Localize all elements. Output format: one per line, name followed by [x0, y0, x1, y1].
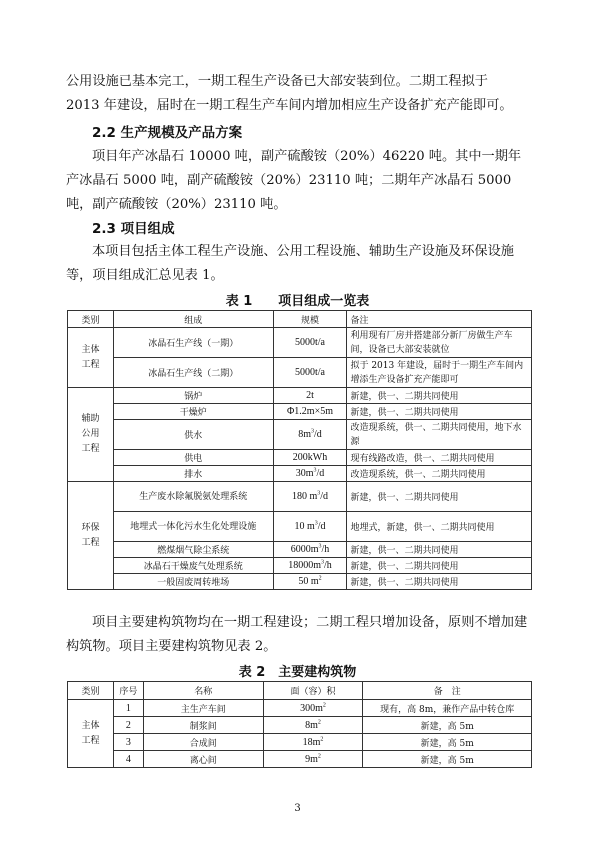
category-main: 主体工程 [68, 328, 114, 388]
table-row [68, 700, 532, 717]
table-row [68, 420, 532, 450]
no-cell: 4 [113, 751, 143, 768]
name-cell: 主生产车间 [143, 700, 263, 717]
component-cell: 锅炉 [113, 388, 273, 404]
scale-cell: $8m^3/d$ [273, 420, 347, 450]
paragraph-project-composition: 本项目包括主体工程生产设施、公用工程设施、辅助生产设施及环保设施等，项目组成汇总见表 1。 [66, 244, 514, 283]
table-row [68, 466, 532, 482]
table-row [68, 450, 532, 466]
table2-header-area: 面（容）积 [263, 682, 363, 700]
area-cell: $18m^2$ [263, 734, 363, 751]
scale-cell: Φ1.2m×5m [273, 404, 347, 420]
table1-header-component: 组成 [113, 311, 273, 328]
note-cell: 新建，高 5m [363, 734, 532, 751]
table-row [68, 328, 532, 358]
table1-caption: 表 1 项目组成一览表 [225, 294, 370, 309]
table2-header-category: 类别 [68, 682, 114, 700]
component-cell: 供电 [113, 450, 273, 466]
section-heading-2-2: 2.2 生产规模及产品方案 [92, 125, 243, 141]
component-cell: 供水 [113, 420, 273, 450]
category-aux: 辅助公用工程 [68, 388, 114, 482]
project-composition-table [67, 310, 532, 590]
table-row [68, 482, 532, 512]
note-cell: 新建，供一、二期共同使用 [347, 542, 532, 558]
table2-header-no: 序号 [113, 682, 143, 700]
note-cell: 新建，供一、二期共同使用 [347, 404, 532, 420]
table-row [68, 751, 532, 768]
scale-cell: 180 $m^3/d$ [273, 482, 347, 512]
paragraph-main-structures: 项目主要建构筑物均在一期工程建设；二期工程只增加设备，原则不增加建构筑物。项目主要建构筑物见表 2。 [66, 615, 528, 654]
category-env: 环保工程 [68, 482, 114, 590]
component-cell: 冰晶石干燥废气处理系统 [113, 558, 273, 574]
no-cell: 1 [113, 700, 143, 717]
paragraph-intro-line2: 2013 年建设，届时在一期工程生产车间内增加相应生产设备扩充产能即可。 [66, 98, 513, 113]
scale-cell: 5000t/a [273, 328, 347, 358]
scale-cell: 10 $m^3/d$ [273, 512, 347, 542]
note-cell: 新建，高 5m [363, 717, 532, 734]
name-cell: 合成间 [143, 734, 263, 751]
component-cell: 一般固废周转堆场 [113, 574, 273, 590]
section-heading-2-3: 2.3 项目组成 [92, 221, 175, 237]
paragraph-production-scale: 项目年产冰晶石 10000 吨，副产硫酸铵（20%）46220 吨。其中一期年产冰晶石 5000 吨，副产硫酸铵（20%）23110 吨；二期年产冰晶石 5000 吨，副产硫酸铵（20%）23110 吨。 [66, 149, 522, 212]
note-cell: 地埋式，新建，供一、二期共同使用 [347, 512, 532, 542]
no-cell: 3 [113, 734, 143, 751]
scale-cell: 2t [273, 388, 347, 404]
name-cell: 制浆间 [143, 717, 263, 734]
table1-header-category: 类别 [68, 311, 114, 328]
category-main: 主体工程 [68, 700, 114, 768]
area-cell: $8m^2$ [263, 717, 363, 734]
component-cell: 地埋式一体化污水生化处理设施 [113, 512, 273, 542]
scale-cell: 200kWh [273, 450, 347, 466]
table-row [68, 558, 532, 574]
component-cell: 冰晶石生产线（一期） [113, 328, 273, 358]
component-cell: 燃煤烟气除尘系统 [113, 542, 273, 558]
scale-cell: $18000m^3/h$ [273, 558, 347, 574]
table1-header-scale: 规模 [273, 311, 347, 328]
note-cell: 拟于 2013 年建设，届时于一期生产车间内增添生产设备扩充产能即可 [347, 358, 532, 388]
table1-header-row [68, 311, 532, 328]
note-cell: 利用现有厂房并搭建部分新厂房做生产车间，设备已大部安装就位 [347, 328, 532, 358]
scale-cell: 5000t/a [273, 358, 347, 388]
note-cell: 现有线路改造，供一、二期共同使用 [347, 450, 532, 466]
no-cell: 2 [113, 717, 143, 734]
table-row [68, 717, 532, 734]
table-row [68, 542, 532, 558]
area-cell: $9m^2$ [263, 751, 363, 768]
table-row [68, 388, 532, 404]
table-row [68, 358, 532, 388]
table-row [68, 404, 532, 420]
table2-caption: 表 2 主要建构筑物 [238, 665, 357, 680]
table2-header-row [68, 682, 532, 700]
note-cell: 改造现系统，供一、二期共同使用 [347, 466, 532, 482]
note-cell: 新建，供一、二期共同使用 [347, 482, 532, 512]
note-cell: 新建，高 5m [363, 751, 532, 768]
table-row [68, 734, 532, 751]
scale-cell: $30m^3/d$ [273, 466, 347, 482]
paragraph-intro-line1: 公用设施已基本完工，一期工程生产设备已大部安装到位。二期工程拟于 [66, 74, 488, 89]
table2-header-note: 备 注 [363, 682, 532, 700]
note-cell: 现有，高 8m，兼作产品中转仓库 [363, 700, 532, 717]
component-cell: 冰晶石生产线（二期） [113, 358, 273, 388]
table2-header-name: 名称 [143, 682, 263, 700]
page-number: 3 [294, 803, 301, 814]
scale-cell: 50 $m^2$ [273, 574, 347, 590]
component-cell: 排水 [113, 466, 273, 482]
area-cell: $300m^2$ [263, 700, 363, 717]
main-structures-table [67, 681, 532, 768]
note-cell: 新建，供一、二期共同使用 [347, 558, 532, 574]
table-row [68, 574, 532, 590]
scale-cell: $6000m^3/h$ [273, 542, 347, 558]
note-cell: 改造现系统，供一、二期共同使用，地下水源 [347, 420, 532, 450]
note-cell: 新建，供一、二期共同使用 [347, 574, 532, 590]
note-cell: 新建，供一、二期共同使用 [347, 388, 532, 404]
component-cell: 生产废水除氟脱氨处理系统 [113, 482, 273, 512]
table1-header-note: 备注 [347, 311, 532, 328]
name-cell: 离心间 [143, 751, 263, 768]
component-cell: 干燥炉 [113, 404, 273, 420]
table-row [68, 512, 532, 542]
